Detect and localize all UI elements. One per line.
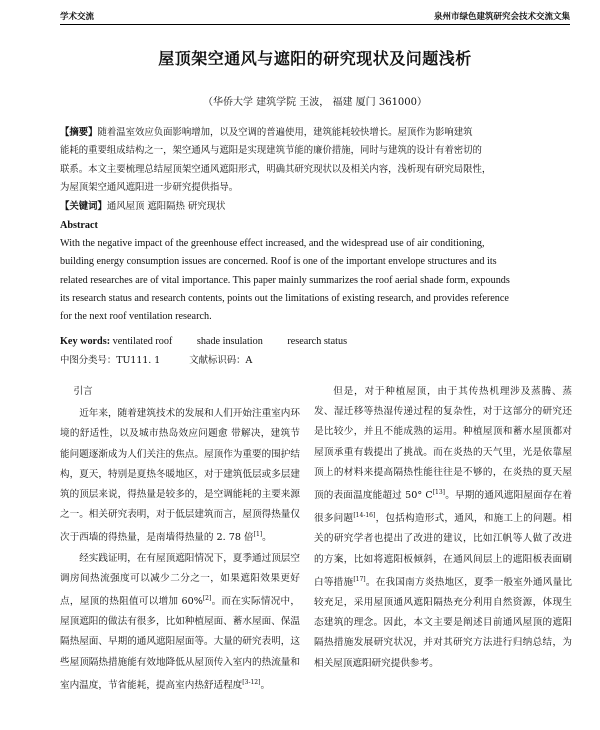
citation-ref: [17] — [353, 575, 366, 583]
abstract-cn — [60, 124, 572, 198]
keyword-en: research status — [287, 336, 348, 347]
abstract-cn-line: 能耗的重要组成结构之一，架空通风与遮阳是实现建筑节能的廉价措施，同时与建筑的设计有着密切的 — [60, 145, 482, 157]
abstract-cn-line: 联系。本文主要梳理总结屋顶架空通风遮阳形式，明确其研究现状以及相关内容，浅析现有研究局限性， — [60, 163, 492, 175]
clc-number: 中图分类号：TU111. 1 — [60, 355, 161, 366]
body-column-right — [314, 382, 572, 674]
header-collection-title: 泉州市绿色建筑研究会技术交流文集 — [433, 12, 570, 22]
keyword-en: ventilated roof — [112, 336, 173, 347]
citation-ref: [1] — [253, 531, 263, 539]
body-column-left — [60, 382, 300, 696]
citation-ref: [14-16] — [353, 512, 376, 520]
abstract-cn-line: 随着温室效应负面影响增加，以及空调的普遍使用，建筑能耗较快增长。屋顶作为影响建筑 — [97, 127, 473, 138]
abstract-cn-line: 为屋顶架空通风遮阳进一步研究提供指导。 — [60, 182, 239, 194]
abstract-en-label: Abstract — [60, 220, 98, 231]
citation-ref: [3-12] — [242, 678, 261, 686]
header-rule — [60, 24, 570, 25]
paper-title: 屋顶架空通风与遮阳的研究现状及问题浅析 — [158, 49, 472, 68]
abstract-en-line: related researches are of vital importance. This paper mainly summarizes the roof aerial shade form, expounds — [60, 274, 510, 286]
keywords-en — [60, 333, 575, 351]
keywords-cn-text: 通风屋顶 遮阳隔热 研究现状 — [106, 201, 226, 212]
abstract-en — [60, 217, 575, 326]
document-code: 文献标识码：A — [189, 355, 253, 366]
body-paragraph: 但是，对于种植屋顶，由于其传热机理涉及蒸腾、蒸发、湿迁移等热湿传递过程的复杂性，对于这部分的研究还是比较少，并且不能成熟的运用。种植屋顶和蓄水屋顶都对屋顶承重有载提出了挑战。而在炎热的天气里，光是依靠屋顶上的材料来提高隔热性能往往是不够的，在炎热的夏天屋顶的表面温度能超过 50° C[13]。早期的通风遮阳屋面存在着很多问题[14-16]，包括构造形式，通风，和施工上的问题。相关的研究学者也提出了改进的建议，比如江帆等人做了改进的方案，比如将遮阳板倾斜，在通风间层上的遮阳板表面刷白等措施[17]。在我国南方炎热地区，夏季一般室外通风量比较充足，采用屋顶通风遮阳隔热充分利用自然资源，体现生态建筑的理念。因此，本文主要是阐述目前通风屋顶的遮阳隔热措施发展研究状况，并对其研究方法进行归纳总结，为相关屋顶遮阳研究提供参考。 — [314, 386, 573, 669]
body-paragraph: 经实践证明，在有屋顶遮阳情况下，夏季通过顶层空调房间热流强度可以减少二分之一，如果遮阳效果更好点，屋顶的热阻值可以增加 60%[2]。而在实际情况中，屋顶遮阳的做法有很多，比如种植屋面、蓄水屋面、保温隔热屋面、早期的通风遮阳屋面等。大量的研究表明，这些屋顶隔热措施能有效地降低从屋顶传入室内的热流量和室内温度，节省能耗，提高室内热舒适程度[3-12]。 — [60, 552, 301, 691]
abstract-en-line: for the next roof ventilation research. — [60, 311, 212, 323]
keywords-cn — [60, 198, 572, 216]
body-paragraph: 近年来，随着建筑技术的发展和人们开始注重室内环境的舒适性，以及城市热岛效应问题愈 带解决，建筑节能问题逐渐成为人们关注的焦点。屋顶作为重要的围护结构，夏天，特别是夏热冬暖地区，对于建筑低层或多层建筑的顶层来说，得热量是较多的，是空调能耗的主要来源之一。相关研究表明，对于低层建筑而言，屋顶得热量仅次于西墙的得热量，是南墙得热量的 2. 78 倍[1]。 — [60, 408, 300, 544]
citation-ref: [2] — [202, 595, 212, 603]
abstract-en-line: With the negative impact of the greenhouse effect increased, and the widespread use of air conditioning, — [60, 238, 485, 250]
keywords-cn-label: 【关键词】 — [60, 201, 107, 212]
running-header — [60, 10, 570, 24]
abstract-cn-label: 【摘要】 — [60, 127, 98, 138]
abstract-en-line: its research status and research contents, points out the limitations of existing research, and provides reference — [60, 292, 509, 304]
author-affiliation: （华侨大学 建筑学院 王波， 福建 厦门 361000） — [202, 97, 428, 108]
header-section-label: 学术交流 — [60, 12, 95, 22]
abstract-en-line: building energy consumption issues are concerned. Roof is one of the important envelope structures and its — [60, 256, 497, 268]
keywords-en-label: Key words: — [60, 336, 111, 347]
classification-line — [60, 352, 278, 366]
keyword-en: shade insulation — [196, 336, 263, 347]
section-heading: 引言 — [73, 386, 93, 397]
citation-ref: [13] — [432, 489, 446, 497]
